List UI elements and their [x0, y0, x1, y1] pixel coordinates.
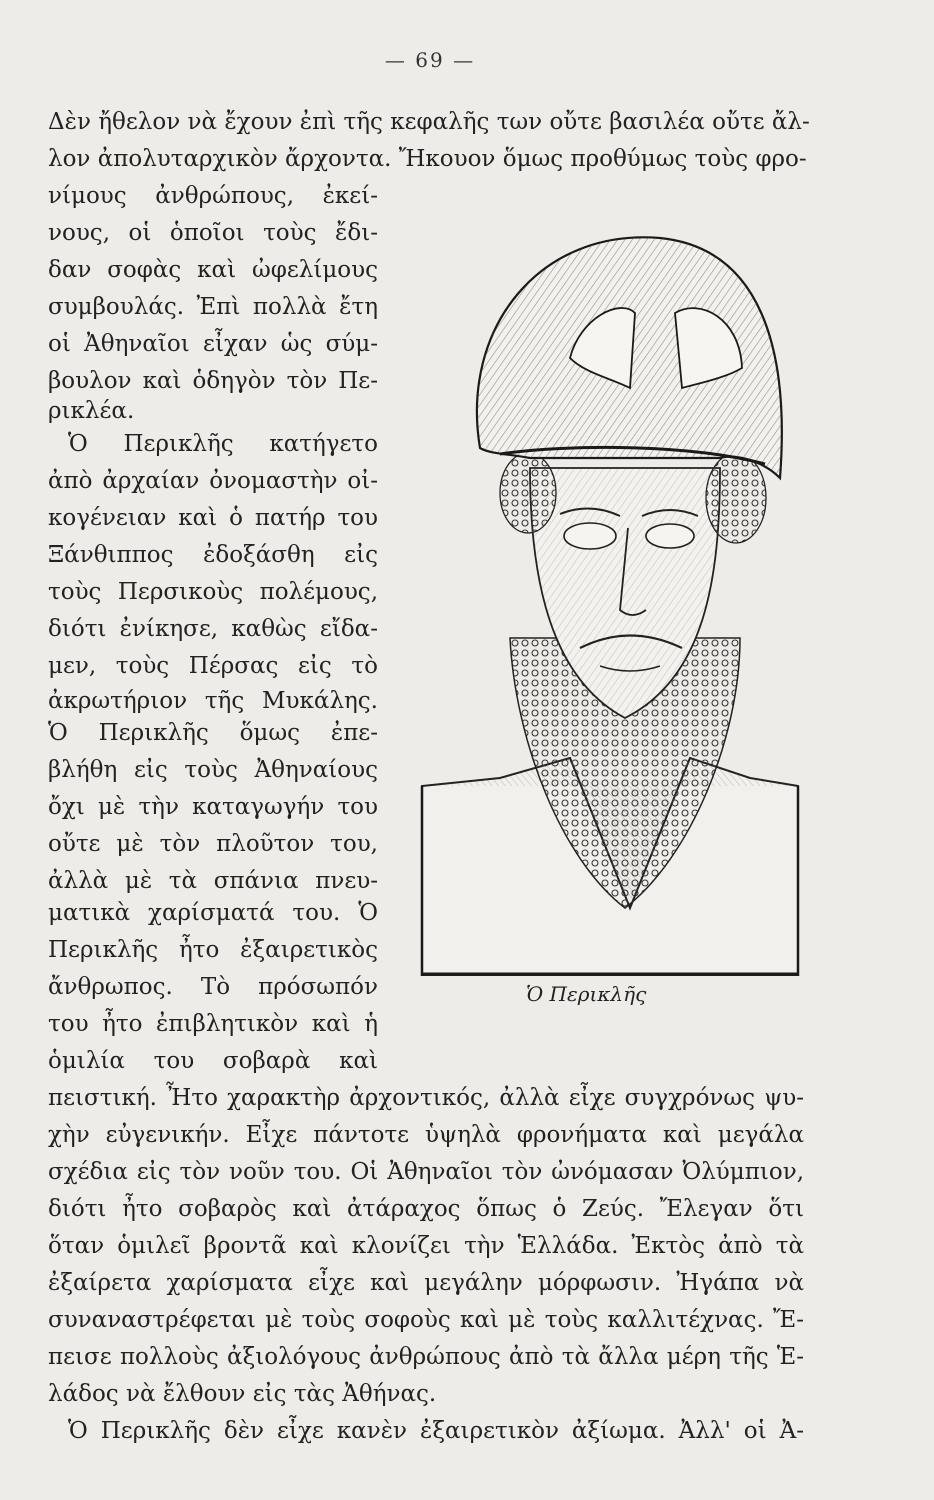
text-line: νίμους ἀνθρώπους, ἐκεί- — [48, 183, 378, 209]
text-line: σχέδια εἰς τὸν νοῦν του. Οἱ Ἀθηναῖοι τὸν ὠνόμασαν Ὀλύμπιον, — [48, 1159, 804, 1185]
text-line: ἐξαίρετα χαρίσματα εἶχε καὶ μεγάλην μόρφωσιν. Ἠγάπα νὰ — [48, 1270, 804, 1296]
paragraph-start-line: Ὁ Περικλῆς κατήγετο — [68, 431, 378, 457]
text-line: πεισε πολλοὺς ἀξιολόγους ἀνθρώπους ἀπὸ τὰ ἄλλα μέρη τῆς Ἑ- — [48, 1344, 804, 1370]
text-line: ὄχι μὲ τὴν καταγωγήν του — [48, 794, 378, 820]
text-line: πειστική. Ἦτο χαρακτὴρ ἀρχοντικός, ἀλλὰ εἶχε συγχρόνως ψυ- — [48, 1085, 804, 1111]
text-line: συναναστρέφεται μὲ τοὺς σοφοὺς καὶ μὲ τοὺς καλλιτέχνας. Ἔ- — [48, 1307, 804, 1333]
paragraph-start-line: Ὁ Περικλῆς δὲν εἶχε κανὲν ἐξαιρετικὸν ἀξίωμα. Ἀλλ' οἱ Ἀ- — [68, 1418, 804, 1444]
text-line: ἀκρωτήριον τῆς Μυκάλης. — [48, 688, 378, 714]
text-line: Περικλῆς ἦτο ἐξαιρετικὸς — [48, 937, 378, 963]
text-line: οἱ Ἀθηναῖοι εἶχαν ὡς σύμ- — [48, 331, 378, 357]
text-line: Δὲν ἤθελον νὰ ἔχουν ἐπὶ τῆς κεφαλῆς των οὔτε βασιλέα οὔτε ἄλ- — [48, 109, 810, 135]
text-line: ὅταν ὁμιλεῖ βροντᾶ καὶ κλονίζει τὴν Ἑλλάδα. Ἐκτὸς ἀπὸ τὰ — [48, 1233, 804, 1259]
text-line: ἀπὸ ἀρχαίαν ὀνομαστὴν οἰ- — [48, 468, 378, 494]
text-line: τοὺς Περσικοὺς πολέμους, — [48, 579, 378, 605]
text-line: συμβουλάς. Ἐπὶ πολλὰ ἔτη — [48, 294, 378, 320]
text-line: λον ἀπολυταρχικὸν ἄρχοντα. Ἤκουον ὅμως προθύμως τοὺς φρο- — [48, 146, 807, 172]
text-line: βλήθη εἰς τοὺς Ἀθηναίους — [48, 757, 378, 783]
text-line: διότι ἐνίκησε, καθὼς εἴδα- — [48, 616, 378, 642]
text-line: Ὁ Περικλῆς ὅμως ἐπε- — [48, 720, 378, 746]
text-line: ρικλέα. — [48, 398, 135, 424]
text-line: ἄνθρωπος. Τὸ πρόσωπόν — [48, 974, 378, 1000]
text-line: κογένειαν καὶ ὁ πατήρ του — [48, 505, 378, 531]
text-line: χὴν εὐγενικήν. Εἶχε πάντοτε ὑψηλὰ φρονήματα καὶ μεγάλα — [48, 1122, 804, 1148]
text-line: νους, οἱ ὁποῖοι τοὺς ἔδι- — [48, 220, 378, 246]
text-line: του ἦτο ἐπιβλητικὸν καὶ ἡ — [48, 1011, 378, 1037]
text-line: δαν σοφὰς καὶ ὠφελίμους — [48, 257, 378, 283]
text-line: οὔτε μὲ τὸν πλοῦτον του, — [48, 831, 378, 857]
text-line: ματικὰ χαρίσματά του. Ὁ — [48, 900, 378, 926]
text-line: ἀλλὰ μὲ τὰ σπάνια πνευ- — [48, 868, 378, 894]
text-line: Ξάνθιππος ἐδοξάσθη εἰς — [48, 542, 378, 568]
text-line: ὁμιλία του σοβαρὰ καὶ — [48, 1048, 378, 1074]
page-number: — 69 — — [384, 48, 476, 72]
text-line: διότι ἦτο σοβαρὸς καὶ ἀτάραχος ὅπως ὁ Ζεύς. Ἔλεγαν ὅτι — [48, 1196, 804, 1222]
text-line: μεν, τοὺς Πέρσας εἰς τὸ — [48, 653, 378, 679]
text-line: λάδος νὰ ἔλθουν εἰς τὰς Ἀθήνας. — [48, 1381, 437, 1407]
figure-caption: Ὁ Περικλῆς — [526, 982, 647, 1006]
pericles-bust-illustration — [420, 218, 800, 976]
text-line: βουλον καὶ ὁδηγὸν τὸν Πε- — [48, 368, 378, 394]
